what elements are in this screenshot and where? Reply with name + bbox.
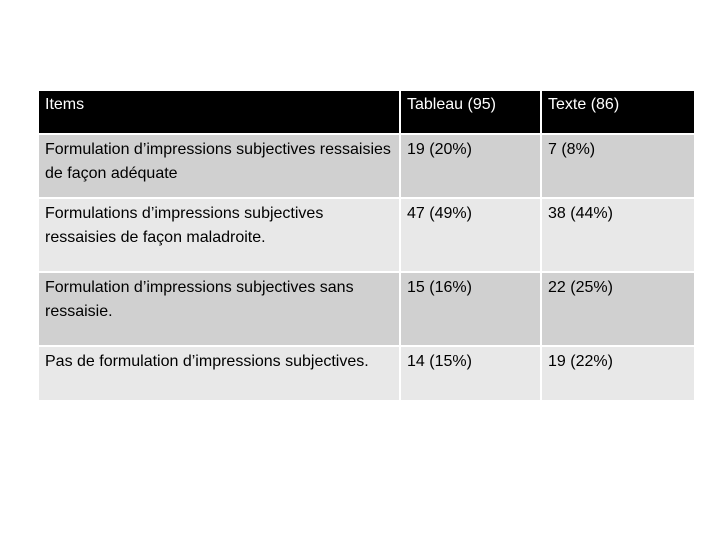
cell-item: Formulation d’impressions subjectives ressaisies de façon adéquate <box>38 134 400 198</box>
header-items: Items <box>38 90 400 134</box>
cell-tableau: 15 (16%) <box>400 272 541 346</box>
table-row <box>38 198 695 272</box>
cell-item: Formulations d’impressions subjectives ressaisies de façon maladroite. <box>38 198 400 272</box>
cell-tableau: 14 (15%) <box>400 346 541 401</box>
header-tableau: Tableau (95) <box>400 90 541 134</box>
table-row <box>38 134 695 198</box>
cell-item: Pas de formulation d’impressions subjectives. <box>38 346 400 401</box>
header-texte: Texte (86) <box>541 90 695 134</box>
cell-tableau: 19 (20%) <box>400 134 541 198</box>
table-row <box>38 346 695 401</box>
table-header-row <box>38 90 695 134</box>
cell-texte: 19 (22%) <box>541 346 695 401</box>
cell-item: Formulation d’impressions subjectives sans ressaisie. <box>38 272 400 346</box>
table-row <box>38 272 695 346</box>
cell-texte: 7 (8%) <box>541 134 695 198</box>
cell-tableau: 47 (49%) <box>400 198 541 272</box>
cell-texte: 22 (25%) <box>541 272 695 346</box>
cell-texte: 38 (44%) <box>541 198 695 272</box>
results-table <box>37 89 696 402</box>
